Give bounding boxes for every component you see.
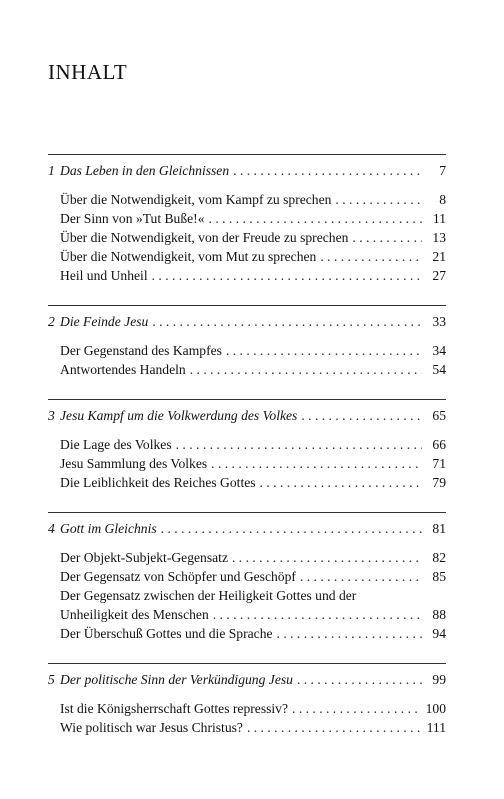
- toc-entry[interactable]: [48, 718, 446, 737]
- toc-entry[interactable]: [48, 473, 446, 492]
- toc-entry[interactable]: [48, 341, 446, 360]
- toc-entry[interactable]: [48, 190, 446, 209]
- toc-entry-first-line[interactable]: [48, 586, 446, 605]
- entry-title: Ist die Königsherrschaft Gottes repressiv?: [60, 701, 289, 716]
- page-number: 79: [432, 475, 446, 490]
- dot-leader: [320, 247, 422, 266]
- toc-entry[interactable]: [48, 699, 446, 718]
- entry-title: Wie politisch war Jesus Christus?: [60, 720, 243, 735]
- chapter-1: [48, 154, 446, 295]
- page-number: 13: [432, 230, 446, 245]
- toc-entry[interactable]: [48, 360, 446, 379]
- chapter-heading[interactable]: [48, 312, 446, 331]
- page-title: INHALT: [48, 60, 128, 84]
- page-number: 111: [426, 720, 446, 735]
- dot-leader: [152, 266, 422, 285]
- entry-title: Die Lage des Volkes: [60, 437, 172, 452]
- chapter-title: Der politische Sinn der Verkündigung Jesu: [60, 672, 293, 687]
- dot-leader: [209, 209, 422, 228]
- dot-leader: [233, 161, 422, 180]
- dot-leader: [211, 454, 422, 473]
- chapter-title: Das Leben in den Gleichnissen: [60, 163, 230, 178]
- dot-leader: [301, 406, 422, 425]
- chapter-5: [48, 663, 446, 737]
- dot-leader: [176, 435, 422, 454]
- chapter-divider: [48, 663, 446, 664]
- toc-entry[interactable]: [48, 567, 446, 586]
- chapter-4: [48, 512, 446, 653]
- entry-title: Antwortendes Handeln: [60, 362, 186, 377]
- page-number: 94: [432, 626, 446, 641]
- entry-title: Über die Notwendigkeit, von der Freude zu sprechen: [60, 230, 349, 245]
- dot-leader: [152, 312, 422, 331]
- chapter-heading[interactable]: [48, 670, 446, 689]
- page-number: 82: [432, 550, 446, 565]
- toc-entry[interactable]: [48, 435, 446, 454]
- entry-title: Jesu Sammlung des Volkes: [60, 456, 208, 471]
- toc-entry-continuation[interactable]: [48, 605, 446, 624]
- dot-leader: [352, 228, 422, 247]
- chapter-number: 2: [48, 314, 55, 329]
- page-number: 8: [439, 192, 446, 207]
- entry-title: Der Gegensatz zwischen der Heiligkeit Gottes und der: [60, 588, 357, 603]
- dot-leader: [247, 718, 422, 737]
- entry-title: Der Gegensatz von Schöpfer und Geschöpf: [60, 569, 296, 584]
- chapter-title: Jesu Kampf um die Volkwerdung des Volkes: [60, 408, 298, 423]
- entry-title: Der Objekt-Subjekt-Gegensatz: [60, 550, 228, 565]
- page-number: 71: [432, 456, 446, 471]
- toc-entry[interactable]: [48, 209, 446, 228]
- chapter-divider: [48, 399, 446, 400]
- chapter-2: [48, 305, 446, 389]
- chapter-3: [48, 399, 446, 502]
- dot-leader: [226, 341, 422, 360]
- dot-leader: [213, 605, 422, 624]
- toc-entry[interactable]: [48, 228, 446, 247]
- dot-leader: [277, 624, 422, 643]
- chapter-number: 5: [48, 672, 55, 687]
- dot-leader: [292, 699, 422, 718]
- page-number: 7: [439, 163, 446, 178]
- page-number: 34: [432, 343, 446, 358]
- dot-leader: [190, 360, 422, 379]
- toc-entry[interactable]: [48, 624, 446, 643]
- chapter-heading[interactable]: [48, 161, 446, 180]
- entry-title: Heil und Unheil: [60, 268, 148, 283]
- dot-leader: [297, 670, 422, 689]
- page-number: 99: [432, 672, 446, 687]
- page-number: 81: [432, 521, 446, 536]
- entry-title-continued: Unheiligkeit des Menschen: [60, 607, 209, 622]
- chapter-divider: [48, 154, 446, 155]
- toc-entry[interactable]: [48, 247, 446, 266]
- page-number: 11: [432, 211, 446, 226]
- chapter-number: 1: [48, 163, 55, 178]
- chapter-heading[interactable]: [48, 406, 446, 425]
- entry-title: Über die Notwendigkeit, vom Kampf zu sprechen: [60, 192, 332, 207]
- entry-title: Der Gegenstand des Kampfes: [60, 343, 222, 358]
- dot-leader: [335, 190, 422, 209]
- dot-leader: [260, 473, 422, 492]
- chapter-title: Die Feinde Jesu: [60, 314, 149, 329]
- toc-entry[interactable]: [48, 548, 446, 567]
- page-number: 21: [432, 249, 446, 264]
- page-number: 54: [432, 362, 446, 377]
- entry-title: Über die Notwendigkeit, vom Mut zu sprechen: [60, 249, 317, 264]
- table-of-contents: [48, 154, 446, 737]
- page-number: 33: [432, 314, 446, 329]
- page-number: 85: [432, 569, 446, 584]
- dot-leader: [300, 567, 422, 586]
- chapter-heading[interactable]: [48, 519, 446, 538]
- chapter-number: 3: [48, 408, 55, 423]
- chapter-divider: [48, 512, 446, 513]
- chapter-number: 4: [48, 521, 55, 536]
- dot-leader: [232, 548, 422, 567]
- entry-title: Der Überschuß Gottes und die Sprache: [60, 626, 273, 641]
- dot-leader: [161, 519, 422, 538]
- page-number: 88: [432, 607, 446, 622]
- toc-entry[interactable]: [48, 454, 446, 473]
- page-number: 66: [432, 437, 446, 452]
- page-number: 100: [425, 701, 446, 716]
- chapter-title: Gott im Gleichnis: [60, 521, 157, 536]
- entry-title: Der Sinn von »Tut Buße!«: [60, 211, 205, 226]
- toc-entry[interactable]: [48, 266, 446, 285]
- entry-title: Die Leiblichkeit des Reiches Gottes: [60, 475, 256, 490]
- chapter-divider: [48, 305, 446, 306]
- page-number: 65: [432, 408, 446, 423]
- page-number: 27: [432, 268, 446, 283]
